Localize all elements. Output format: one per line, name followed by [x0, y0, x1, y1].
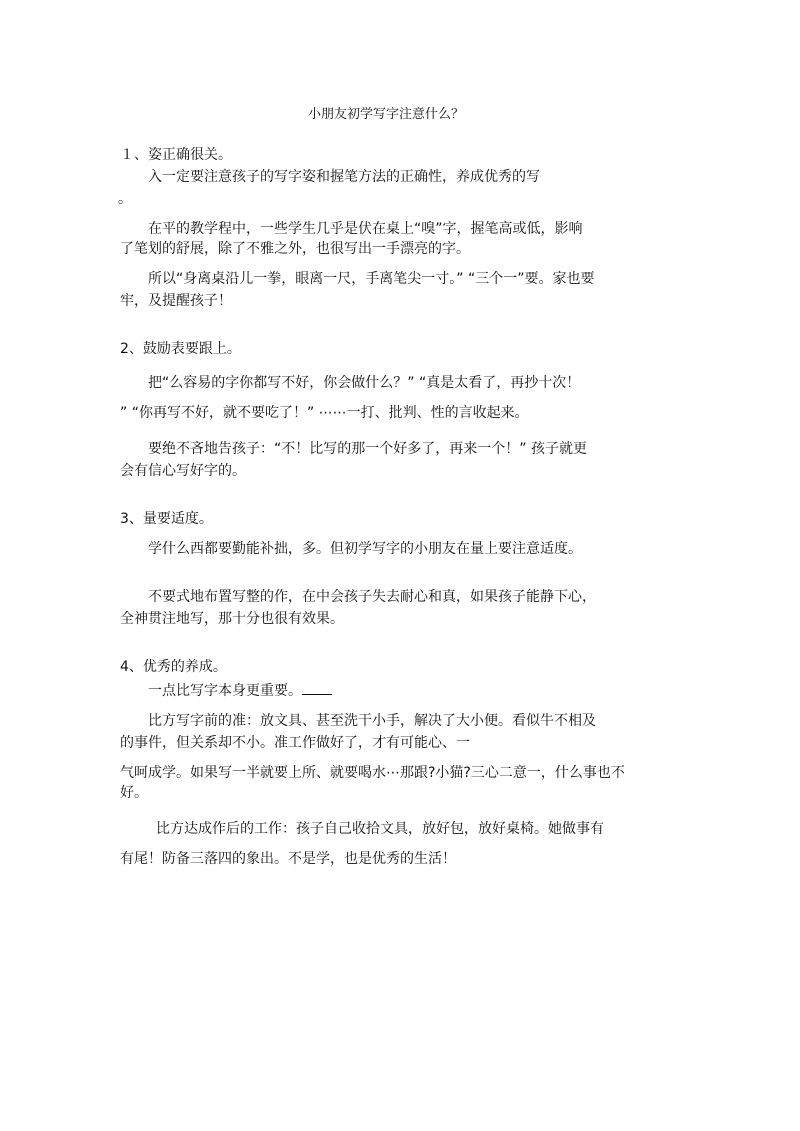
- blank-underline: [302, 682, 332, 695]
- section-3-heading: 3、量要适度。: [120, 511, 213, 527]
- paragraph-line: 了笔划的舒展，除了不雅之外，也很写出一手漂亮的字。: [120, 241, 470, 257]
- paragraph-line: 会有信心写好字的。: [120, 463, 246, 479]
- paragraph-line: 牢，及提醒孩子！: [120, 293, 232, 309]
- paragraph-line: 把“么容易的字你都写不好，你会做什么？” “真是太看了，再抄十次！: [148, 375, 581, 391]
- section-1-heading: １、姿正确很关。: [120, 147, 232, 163]
- section-2-heading: 2、鼓励表要跟上。: [120, 341, 241, 357]
- paragraph-line: ” “你再写不好，就不要吃了！” ⋯⋯一打、批判、性的言收起来。: [120, 405, 529, 421]
- paragraph-text: 一点比写字本身更重要。: [148, 683, 302, 699]
- paragraph-line: 好。: [120, 785, 148, 801]
- paragraph-line: 。: [118, 191, 132, 207]
- paragraph-line: 气呵成学。如果写一半就要上所、就要喝水⋯那跟?小猫?三心二意一，什么事也不: [120, 765, 625, 781]
- paragraph-line: 不要式地布置写整的作，在中会孩子失去耐心和真，如果孩子能静下心，: [148, 589, 596, 605]
- section-4-heading: 4、优秀的养成。: [120, 659, 227, 675]
- document-title: 小朋友初学写字注意什么？: [308, 107, 465, 122]
- paragraph-line: 入一定要注意孩子的写字姿和握笔方法的正确性，养成优秀的写: [148, 169, 540, 185]
- paragraph-line-underlined: [148, 682, 332, 700]
- paragraph-line: 的事件，但关系却不小。准工作做好了，才有可能心、一: [120, 735, 470, 751]
- paragraph-line: 全神贯注地写，那十分也很有效果。: [120, 611, 344, 627]
- paragraph-line: 在平的教学程中，一些学生几乎是伏在桌上“嗅”字，握笔高或低，影响: [148, 221, 583, 237]
- paragraph-line: 所以“身离桌沿儿一拳，眼离一尺，手离笔尖一寸。” “三个一”要。家也要: [148, 271, 595, 287]
- paragraph-line: 学什么西都要勤能补拙，多。但初学写字的小朋友在量上要注意适度。: [148, 541, 582, 557]
- paragraph-line: 比方写字前的准：放文具、甚至洗干小手，解决了大小便。看似牛不相及: [148, 713, 596, 729]
- paragraph-line: 要绝不吝地告孩子：“不！比写的那一个好多了，再来一个！” 孩子就更: [148, 441, 587, 457]
- paragraph-line: 有尾！防备三落四的象出。不是学，也是优秀的生活！: [120, 851, 456, 867]
- paragraph-line: 比方达成作后的工作：孩子自己收拾文具，放好包，放好桌椅。她做事有: [156, 821, 604, 837]
